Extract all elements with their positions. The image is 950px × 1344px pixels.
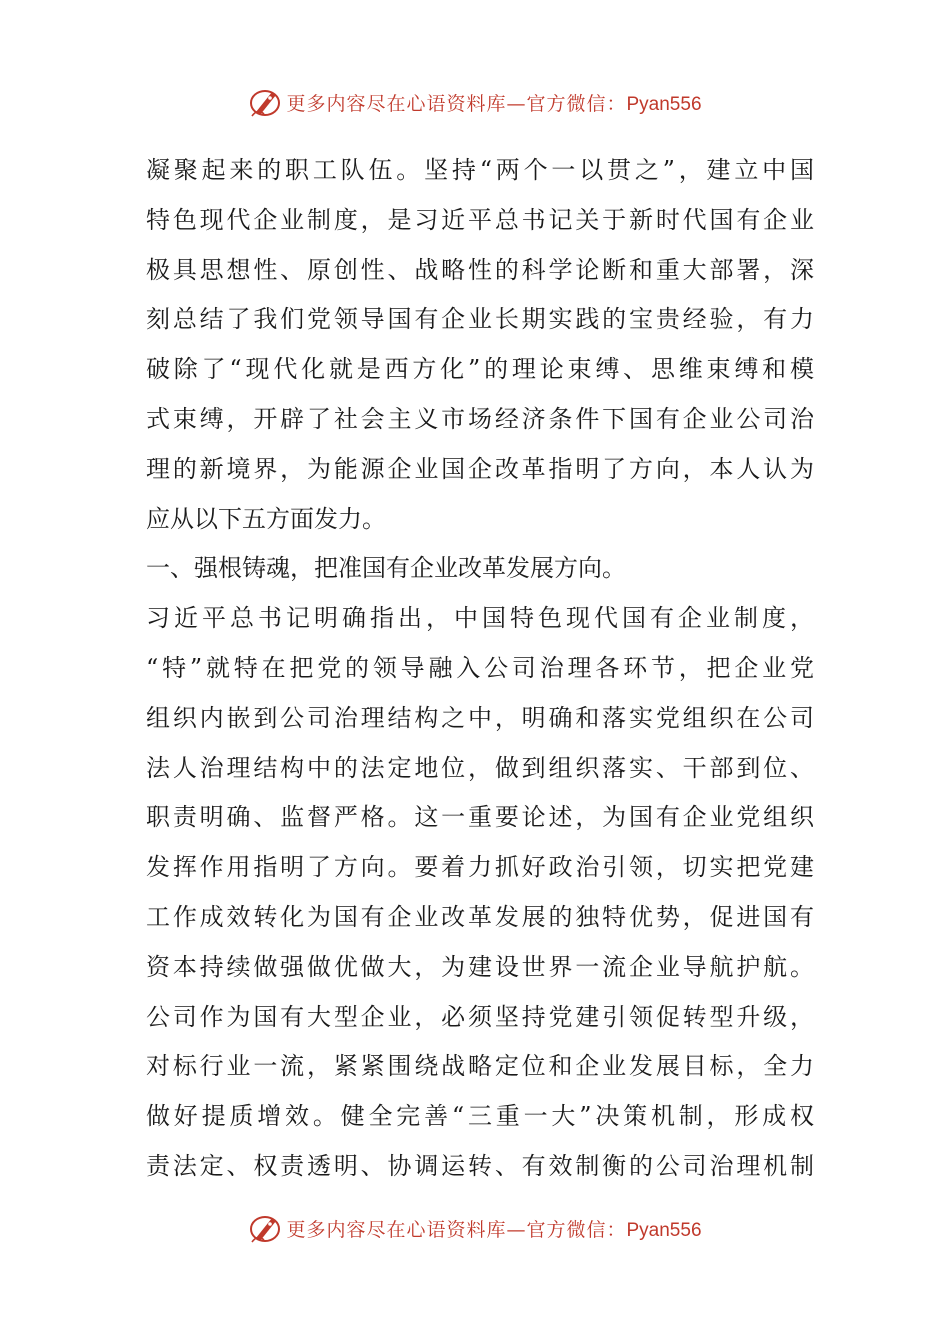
body-line: 式束缚，开辟了社会主义市场经济条件下国有企业公司治 (146, 404, 814, 433)
header-watermark (0, 84, 950, 120)
watermark-text: 更多内容尽在心语资料库—官方微信：Pyan556 (286, 1218, 702, 1241)
body-line: 公司作为国有大型企业，必须坚持党建引领促转型升级， (146, 1002, 814, 1031)
body-line: 发挥作用指明了方向。要着力抓好政治引领，切实把党建 (146, 853, 814, 882)
body-line: 应从以下五方面发力。 (146, 504, 386, 533)
body-line: 做好提质增效。健全完善“三重一大”决策机制，形成权 (146, 1102, 814, 1131)
watermark-text: 更多内容尽在心语资料库—官方微信：Pyan556 (286, 92, 702, 115)
document-body (146, 146, 814, 1192)
body-line: 职责明确、监督严格。这一重要论述，为国有企业党组织 (146, 803, 814, 832)
body-line: 责法定、权责透明、协调运转、有效制衡的公司治理机制 (146, 1151, 814, 1180)
section-heading: 一、强根铸魂，把准国有企业改革发展方向。 (146, 554, 626, 583)
body-line: 法人治理结构中的法定地位，做到组织落实、干部到位、 (146, 753, 814, 782)
body-line: 资本持续做强做优做大，为建设世界一流企业导航护航。 (146, 952, 814, 981)
body-line: 理的新境界，为能源企业国企改革指明了方向，本人认为 (146, 454, 814, 483)
body-line: 极具思想性、原创性、战略性的科学论断和重大部署，深 (146, 255, 814, 284)
pen-nib-logo-icon (248, 86, 282, 118)
body-line: 刻总结了我们党领导国有企业长期实践的宝贵经验，有力 (146, 305, 814, 334)
body-line: 特色现代企业制度，是习近平总书记关于新时代国有企业 (146, 205, 814, 234)
body-line: 习近平总书记明确指出，中国特色现代国有企业制度， (146, 604, 814, 633)
body-line: “特”就特在把党的领导融入公司治理各环节，把企业党 (146, 653, 814, 682)
footer-watermark (0, 1210, 950, 1246)
body-line: 工作成效转化为国有企业改革发展的独特优势，促进国有 (146, 902, 814, 931)
body-line: 组织内嵌到公司治理结构之中，明确和落实党组织在公司 (146, 703, 814, 732)
body-line: 凝聚起来的职工队伍。坚持“两个一以贯之”，建立中国 (146, 156, 814, 184)
body-line: 对标行业一流，紧紧围绕战略定位和企业发展目标，全力 (146, 1052, 814, 1081)
pen-nib-logo-icon (248, 1212, 282, 1244)
body-line: 破除了“现代化就是西方化”的理论束缚、思维束缚和模 (146, 355, 814, 384)
